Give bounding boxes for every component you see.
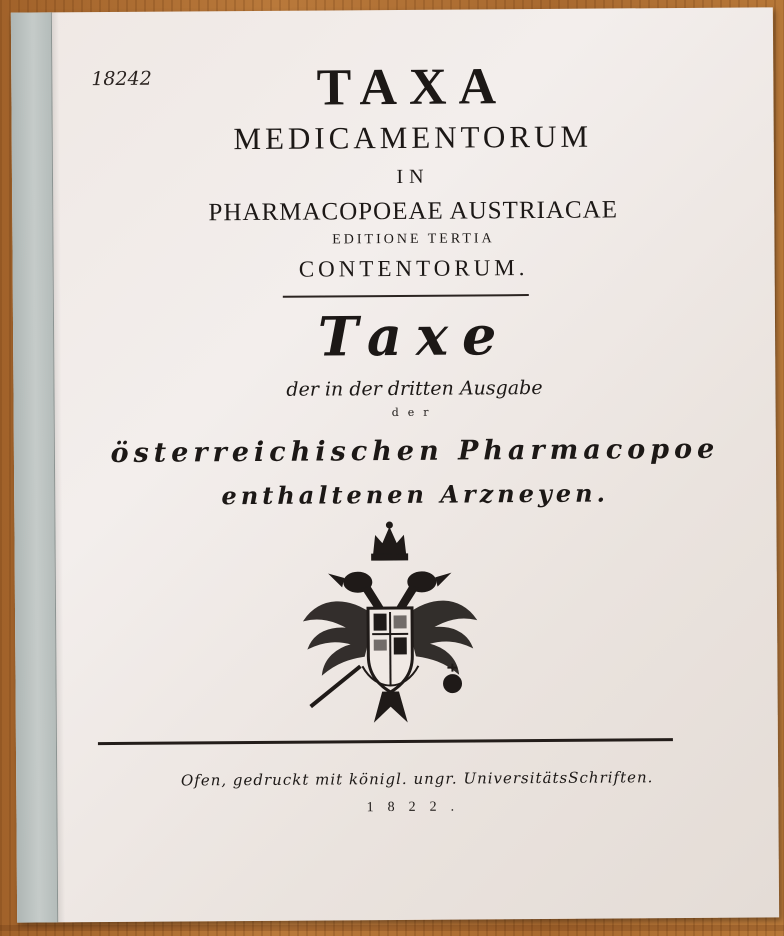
title-pharmacopoeae: PHARMACOPOEAE AUSTRIACAE [208, 196, 619, 227]
german-line-der: der [391, 405, 438, 420]
divider-short [283, 294, 529, 298]
wood-grain-bottom [0, 925, 784, 931]
title-editione: EDITIONE TERTIA [332, 231, 495, 248]
title-taxa: TAXA [316, 58, 509, 117]
title-medicamentorum: MEDICAMENTORUM [233, 118, 593, 157]
german-line-pharmacopoe: österreichischen Pharmacopoe [110, 433, 720, 469]
imprint-line: Ofen, gedruckt mit königl. ungr. UniversitätsSchriften. [180, 768, 654, 790]
document-page [11, 7, 779, 922]
title-in: IN [396, 165, 430, 188]
german-line-ausgabe: der in der dritten Ausgabe [286, 376, 543, 401]
german-title-taxe: Taxe [317, 303, 511, 369]
handwritten-number: 18242 [91, 67, 152, 91]
title-contentorum: CONTENTORUM. [298, 255, 529, 282]
german-line-arzneyen: enthaltenen Arzneyen. [221, 478, 610, 511]
double-headed-eagle-icon [289, 515, 490, 731]
divider-long [98, 738, 673, 745]
publication-year: 1822. [366, 799, 469, 816]
